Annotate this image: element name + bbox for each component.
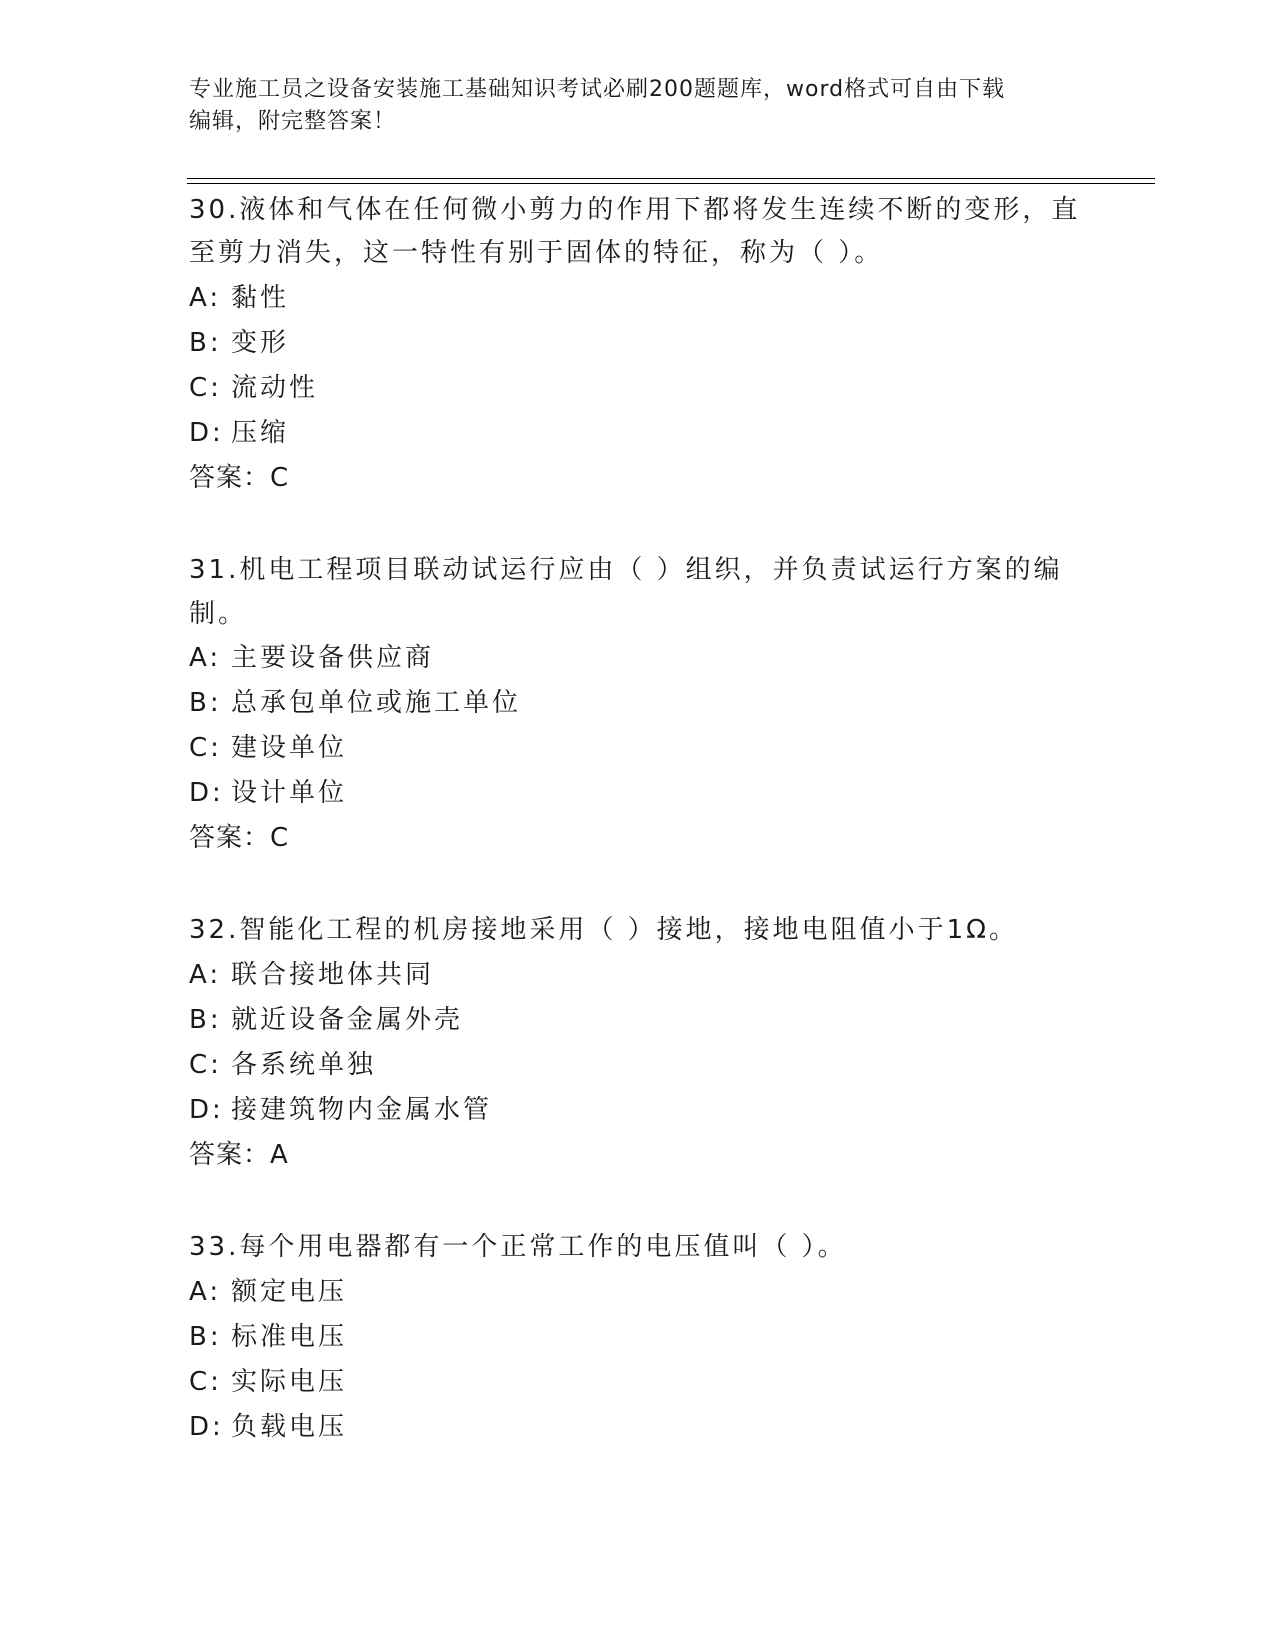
option-key: D:: [189, 778, 224, 808]
question-31-stem-line-2: 制。: [189, 599, 248, 629]
option-text: 主要设备供应商: [231, 643, 435, 673]
header-divider-top: [187, 178, 1155, 179]
question-30-option-a: [189, 283, 289, 313]
option-text: 联合接地体共同: [231, 960, 435, 990]
option-key: A:: [189, 1277, 222, 1307]
option-text: 就近设备金属外壳: [231, 1005, 464, 1035]
option-key: A:: [189, 643, 222, 673]
option-text: 变形: [231, 328, 290, 358]
question-33-option-d: [189, 1412, 347, 1442]
header-line-1: 专业施工员之设备安装施工基础知识考试必刷200题题库，word格式可自由下载: [189, 77, 1006, 102]
option-text: 额定电压: [231, 1277, 348, 1307]
option-text: 设计单位: [231, 778, 348, 808]
question-30-option-c: [189, 373, 318, 403]
question-30-stem-line-1: 30.液体和气体在任何微小剪力的作用下都将发生连续不断的变形，直: [189, 195, 1081, 225]
question-31-option-a: [189, 643, 434, 673]
question-32-answer: 答案：A: [189, 1140, 289, 1170]
question-32-stem-line-1: 32.智能化工程的机房接地采用（ ）接地，接地电阻值小于1Ω。: [189, 915, 1019, 945]
question-31-option-d: [189, 778, 347, 808]
option-key: B:: [189, 1005, 222, 1035]
option-text: 流动性: [231, 373, 319, 403]
header-line-2: 编辑，附完整答案！: [189, 109, 397, 134]
header-divider-bottom: [187, 183, 1155, 184]
question-33-option-b: [189, 1322, 347, 1352]
option-text: 负载电压: [231, 1412, 348, 1442]
option-key: B:: [189, 1322, 222, 1352]
question-30-answer: 答案：C: [189, 463, 290, 493]
question-32-option-d: [189, 1095, 492, 1125]
option-text: 标准电压: [231, 1322, 348, 1352]
question-30-option-d: [189, 418, 289, 448]
option-key: C:: [189, 733, 222, 763]
question-32-option-a: [189, 960, 434, 990]
option-text: 黏性: [231, 283, 290, 313]
option-key: D:: [189, 1095, 224, 1125]
option-key: A:: [189, 283, 222, 313]
option-text: 建设单位: [231, 733, 348, 763]
option-key: D:: [189, 1412, 224, 1442]
document-header: [189, 74, 1089, 138]
question-30-stem-line-2: 至剪力消失，这一特性有别于固体的特征，称为（ ）。: [189, 238, 884, 268]
question-33-option-c: [189, 1367, 347, 1397]
question-31-option-b: [189, 688, 521, 718]
option-text: 压缩: [231, 418, 290, 448]
question-31-stem-line-1: 31.机电工程项目联动试运行应由（ ）组织，并负责试运行方案的编: [189, 555, 1063, 585]
option-text: 总承包单位或施工单位: [231, 688, 522, 718]
option-key: A:: [189, 960, 222, 990]
question-32-option-b: [189, 1005, 463, 1035]
option-key: C:: [189, 373, 222, 403]
option-text: 接建筑物内金属水管: [231, 1095, 493, 1125]
question-33-stem-line-1: 33.每个用电器都有一个正常工作的电压值叫（ ）。: [189, 1232, 847, 1262]
option-key: C:: [189, 1367, 222, 1397]
option-text: 实际电压: [231, 1367, 348, 1397]
question-30-option-b: [189, 328, 289, 358]
option-key: B:: [189, 688, 222, 718]
option-key: B:: [189, 328, 222, 358]
option-key: C:: [189, 1050, 222, 1080]
question-31-answer: 答案：C: [189, 823, 290, 853]
question-33-option-a: [189, 1277, 347, 1307]
option-key: D:: [189, 418, 224, 448]
question-31-option-c: [189, 733, 347, 763]
question-32-option-c: [189, 1050, 376, 1080]
option-text: 各系统单独: [231, 1050, 377, 1080]
